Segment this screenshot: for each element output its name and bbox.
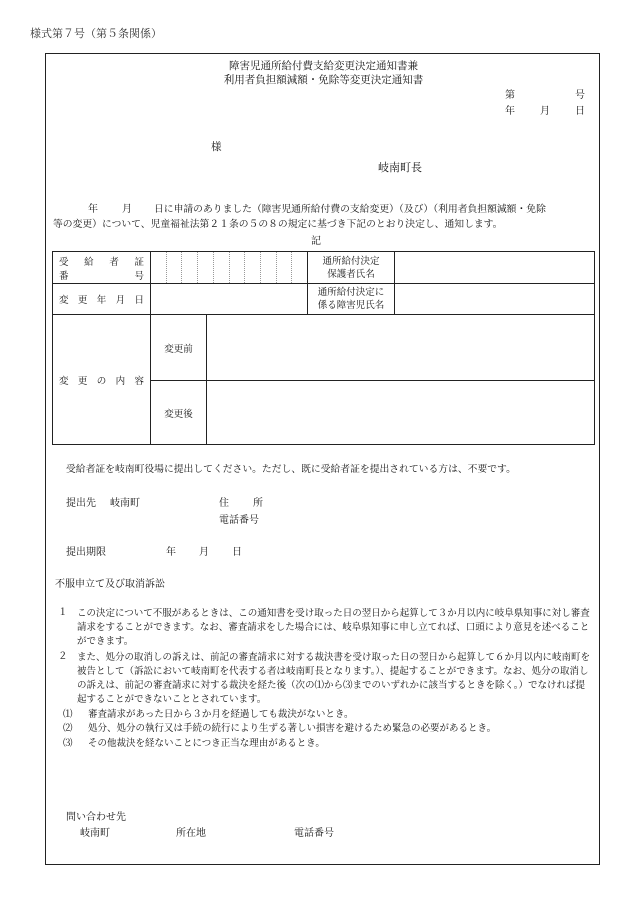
appeal-sub-2-number: ⑵ <box>63 723 73 734</box>
number-go: 号 <box>575 90 585 101</box>
submit-dest-value: 岐南町 <box>110 498 140 509</box>
notice-frame <box>45 53 600 865</box>
guardian-name-value[interactable] <box>395 252 595 284</box>
guardian-label-line-2: 保護者氏名 <box>327 268 375 280</box>
content-label-char: 更 <box>77 375 88 387</box>
appeal-sub-1-number: ⑴ <box>63 709 73 720</box>
child-name-value[interactable] <box>395 284 595 315</box>
appeal-item-2-body: また、処分の取消しの訴えは、前記の審査請求に対する裁決書を受け取った日の翌日から起算して６か月以内に岐南町を被告として（訴訟において岐南町を代表する者は岐南町長となります。）、提起することができます。なお、処分の取消しの訴えは、前記の審査請求に対する裁決を経た後（次の⑴から⑶までのいずれかに該当するときを除く。）でなければ提起することができないこととされています。 <box>77 652 591 705</box>
after-value[interactable] <box>207 381 595 445</box>
contact-heading: 問い合わせ先 <box>66 812 126 823</box>
cert-label-char: 号 <box>134 270 144 282</box>
change-date-char: 年 <box>96 295 107 306</box>
form-code: 様式第７号（第５条関係） <box>30 27 162 40</box>
cert-label-char: 受 <box>59 256 69 268</box>
contact-phone-label: 電話番号 <box>294 828 334 839</box>
deadline-nen: 年 <box>166 547 176 558</box>
appeal-item-1-body: この決定について不服があるときは、この通知書を受け取った日の翌日から起算して３か月以内に岐阜県知事に対し審査請求をすることができます。なお、審査請求をした場合には、岐阜県知事に申し立てれば、口頭により意見を述べることができます。 <box>77 608 590 647</box>
guardian-label-line-1: 通所給付決定 <box>322 255 380 267</box>
deadline-nichi: 日 <box>232 547 242 558</box>
title-line-2: 利用者負担額減額・免除等変更決定通知書 <box>223 74 424 86</box>
appeal-item-1-text <box>77 607 591 649</box>
cert-label-char: 証 <box>134 256 144 268</box>
appeal-sub-1-text: 審査請求があった日から３か月を経過しても裁決がないとき。 <box>88 709 354 720</box>
number-dai: 第 <box>505 90 515 101</box>
intro-gatsu: 月 <box>122 204 132 215</box>
cert-number-value[interactable] <box>151 252 308 284</box>
submit-phone-label: 電話番号 <box>219 515 259 526</box>
cert-label-char: 給 <box>84 256 94 268</box>
contact-address-label: 所在地 <box>176 828 206 839</box>
before-value[interactable] <box>207 315 595 381</box>
child-name-label <box>308 284 395 315</box>
contact-org: 岐南町 <box>80 828 110 839</box>
cert-number-label <box>53 252 151 284</box>
appeal-item-2-number: ２ <box>58 651 68 662</box>
change-date-value[interactable] <box>151 284 308 315</box>
content-label-char: 容 <box>134 375 144 387</box>
after-label: 変更後 <box>151 381 207 445</box>
submit-address-char: 所 <box>253 498 263 509</box>
appeal-sub-3-text: その他裁決を経ないことにつき正当な理由があるとき。 <box>88 738 325 749</box>
child-label-line-2: 係る障害児氏名 <box>317 300 385 311</box>
deadline-label: 提出期限 <box>66 547 106 558</box>
issuer-name: 岐南町長 <box>378 161 422 174</box>
change-date-label <box>53 284 151 315</box>
addressee-suffix: 様 <box>211 141 222 153</box>
intro-text-1: 日に申請のありました（障害児通所給付費の支給変更）（及び）（利用者負担額減額・免除 <box>154 204 546 215</box>
appeal-sub-3-number: ⑶ <box>63 738 73 749</box>
deadline-gatsu: 月 <box>199 547 209 558</box>
change-date-char: 変 <box>59 295 69 306</box>
submit-address-char: 住 <box>219 498 229 509</box>
guardian-name-label <box>308 252 395 284</box>
intro-text-2: 等の変更）について、児童福祉法第２１条の５の８の規定に基づき下記のとおり決定し、通知します。 <box>53 219 503 230</box>
ki-label: 記 <box>311 236 321 247</box>
content-label-char: の <box>96 375 107 387</box>
change-date-char: 日 <box>134 295 144 306</box>
child-label-line-1: 通所給付決定に <box>317 287 385 298</box>
content-label-char: 変 <box>59 375 69 387</box>
cert-number-digit-boxes <box>151 252 307 283</box>
change-date-char: 月 <box>115 295 126 306</box>
content-label-char: 内 <box>115 375 126 387</box>
submit-note: 受給者証を岐南町役場に提出してください。ただし、既に受給者証を提出されている方は、不要です。 <box>66 464 516 475</box>
decision-table <box>52 251 595 445</box>
change-content-label <box>53 315 151 445</box>
appeal-item-2-text <box>77 651 591 707</box>
appeal-sub-2-text: 処分、処分の執行又は手続の続行により生ずる著しい損害を避けるため緊急の必要があるとき。 <box>88 723 497 734</box>
before-label: 変更前 <box>151 315 207 381</box>
intro-nen: 年 <box>88 204 98 215</box>
appeal-heading: 不服申立て及び取消訴訟 <box>55 579 165 590</box>
submit-dest-label: 提出先 <box>66 498 96 509</box>
date-nen: 年 <box>505 106 515 117</box>
cert-label-char: 番 <box>59 270 69 282</box>
change-date-char: 更 <box>77 295 88 306</box>
date-nichi: 日 <box>575 106 585 117</box>
cert-label-char: 者 <box>109 256 119 268</box>
date-gatsu: 月 <box>540 106 550 117</box>
appeal-item-1-number: １ <box>58 607 68 618</box>
title-line-1: 障害児通所給付費支給変更決定通知書兼 <box>229 60 418 72</box>
